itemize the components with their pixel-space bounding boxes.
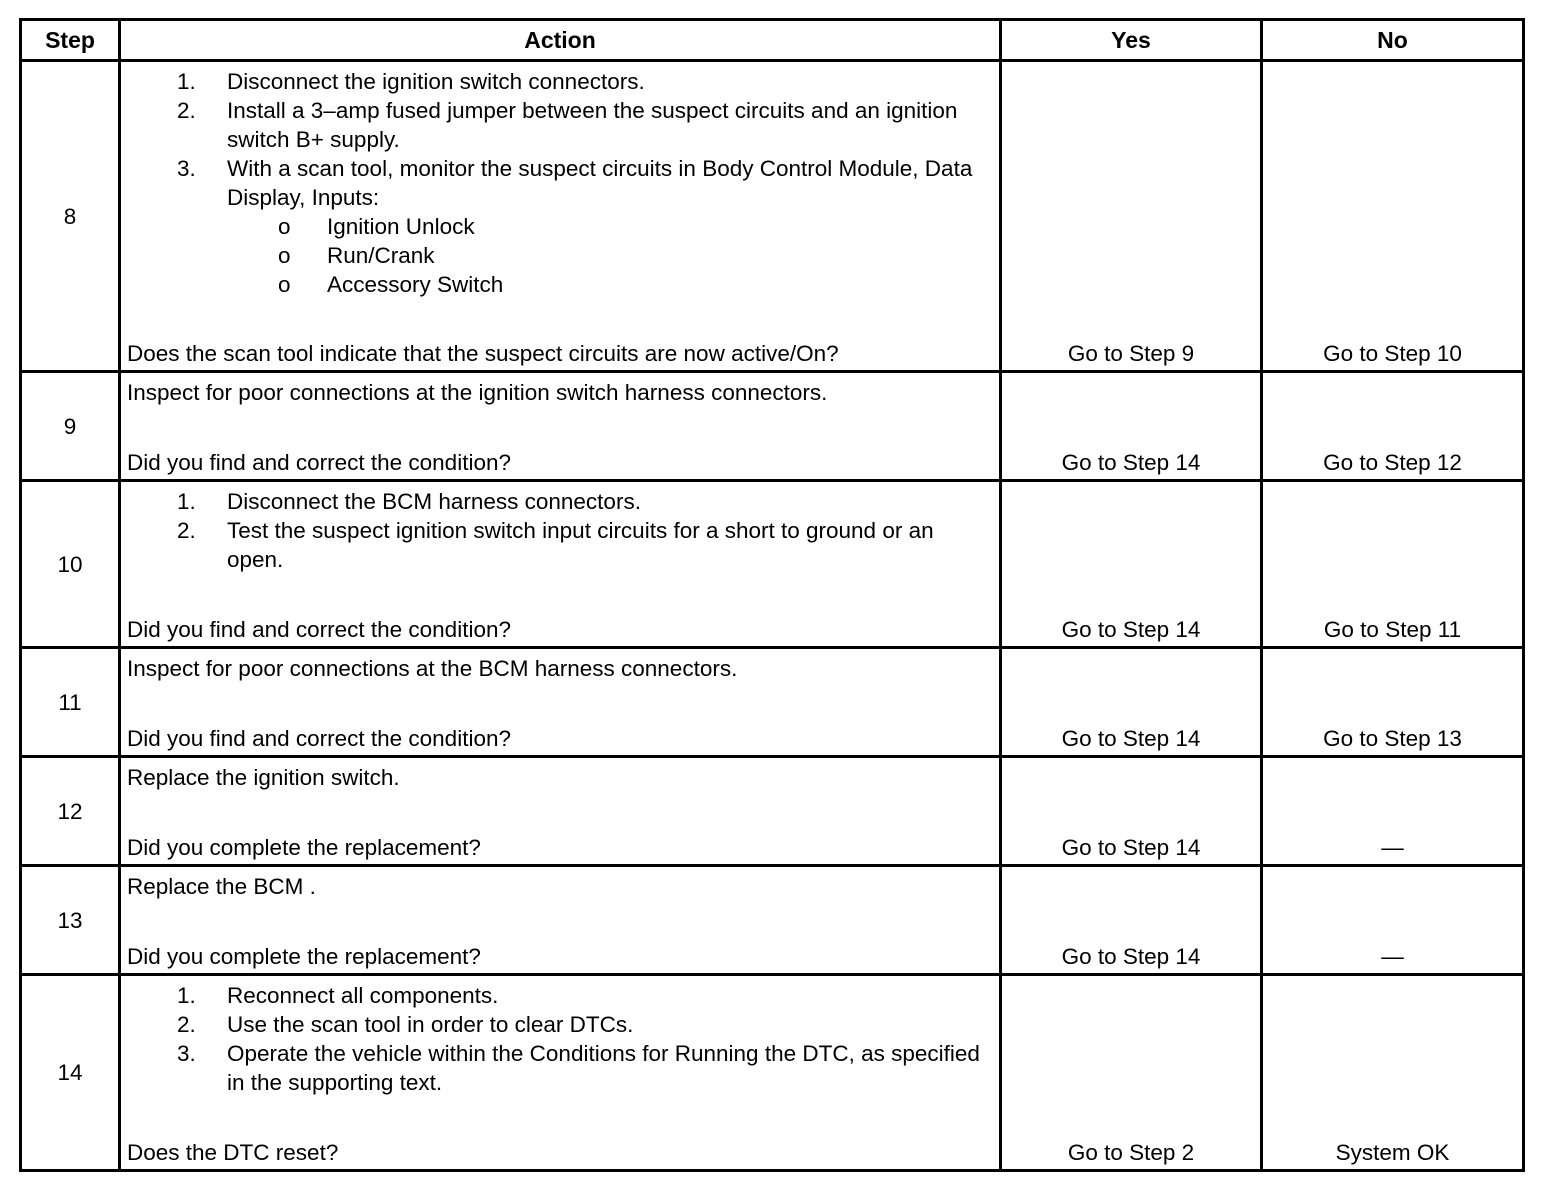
yes-answer: Go to Step 14	[1061, 450, 1201, 475]
question: Did you find and correct the condition?	[127, 617, 511, 642]
yes-answer: Go to Step 14	[1061, 944, 1201, 969]
question: Did you complete the replacement?	[127, 944, 481, 969]
action-step: 3. Operate the vehicle within the Conditions for Running the DTC, as specified in the supporting text.	[177, 1041, 980, 1095]
yes-answer: Go to Step 2	[1067, 1140, 1195, 1165]
no-answer: Go to Step 12	[1323, 450, 1462, 475]
question: Did you find and correct the condition?	[127, 450, 511, 475]
table-row	[21, 648, 1524, 757]
action-cell	[120, 975, 1001, 1171]
action-step: 2. Use the scan tool in order to clear DTCs.	[177, 1012, 634, 1037]
sub-item: o Accessory Switch	[278, 272, 504, 297]
question: Does the scan tool indicate that the suspect circuits are now active/On?	[127, 341, 839, 366]
step-number: 14	[21, 975, 120, 1171]
header-step: Step	[21, 20, 120, 61]
action-cell	[120, 481, 1001, 648]
action-steps	[121, 976, 999, 1097]
action-step: 1. Disconnect the ignition switch connectors.	[177, 69, 645, 94]
step-number: 11	[21, 648, 120, 757]
yes-cell	[1001, 866, 1262, 975]
step-number: 8	[21, 61, 120, 372]
no-cell	[1262, 975, 1524, 1171]
yes-cell	[1001, 481, 1262, 648]
yes-answer: Go to Step 14	[1061, 835, 1201, 860]
no-answer: —	[1381, 944, 1404, 969]
step-number: 9	[21, 372, 120, 481]
question: Did you find and correct the condition?	[127, 726, 511, 751]
step-number: 10	[21, 481, 120, 648]
header-no: No	[1262, 20, 1524, 61]
yes-answer: Go to Step 9	[1067, 341, 1195, 366]
yes-cell	[1001, 372, 1262, 481]
action-text: Inspect for poor connections at the ignition switch harness connectors.	[127, 380, 828, 405]
action-steps	[121, 482, 999, 574]
no-cell	[1262, 372, 1524, 481]
action-text: Replace the BCM .	[127, 874, 316, 899]
step-number: 13	[21, 866, 120, 975]
no-answer: Go to Step 11	[1323, 617, 1462, 642]
no-cell	[1262, 481, 1524, 648]
action-cell	[120, 61, 1001, 372]
step-number: 12	[21, 757, 120, 866]
table-row	[21, 61, 1524, 372]
diagnostic-table	[19, 18, 1525, 1172]
yes-answer: Go to Step 14	[1061, 617, 1201, 642]
no-cell	[1262, 648, 1524, 757]
action-cell	[120, 757, 1001, 866]
no-cell	[1262, 61, 1524, 372]
action-text: Replace the ignition switch.	[127, 765, 400, 790]
action-cell	[120, 372, 1001, 481]
header-row	[21, 20, 1524, 61]
action-step: 3. With a scan tool, monitor the suspect circuits in Body Control Module, Data Display, Inputs:	[177, 156, 973, 210]
sub-item: o Run/Crank	[278, 243, 435, 268]
action-text: Inspect for poor connections at the BCM harness connectors.	[127, 656, 738, 681]
table-row	[21, 372, 1524, 481]
action-step: 1. Disconnect the BCM harness connectors.	[177, 489, 641, 514]
table-row	[21, 757, 1524, 866]
action-cell	[120, 866, 1001, 975]
action-steps	[121, 62, 999, 212]
header-yes: Yes	[1001, 20, 1262, 61]
action-step: 1. Reconnect all components.	[177, 983, 499, 1008]
yes-answer: Go to Step 14	[1061, 726, 1201, 751]
no-answer: —	[1381, 835, 1404, 860]
header-action: Action	[120, 20, 1001, 61]
yes-cell	[1001, 61, 1262, 372]
action-step: 2. Install a 3–amp fused jumper between the suspect circuits and an ignition switch B+ supply.	[177, 98, 958, 152]
no-answer: System OK	[1335, 1140, 1450, 1165]
table-row	[21, 975, 1524, 1171]
yes-cell	[1001, 648, 1262, 757]
action-cell	[120, 648, 1001, 757]
no-cell	[1262, 757, 1524, 866]
no-answer: Go to Step 13	[1323, 726, 1462, 751]
no-answer: Go to Step 10	[1323, 341, 1462, 366]
action-step: 2. Test the suspect ignition switch input circuits for a short to ground or an open.	[177, 518, 934, 572]
question: Does the DTC reset?	[127, 1140, 339, 1165]
table-row	[21, 481, 1524, 648]
yes-cell	[1001, 757, 1262, 866]
question: Did you complete the replacement?	[127, 835, 481, 860]
sub-list	[121, 212, 999, 299]
sub-item: o Ignition Unlock	[278, 214, 475, 239]
table-row	[21, 866, 1524, 975]
no-cell	[1262, 866, 1524, 975]
yes-cell	[1001, 975, 1262, 1171]
